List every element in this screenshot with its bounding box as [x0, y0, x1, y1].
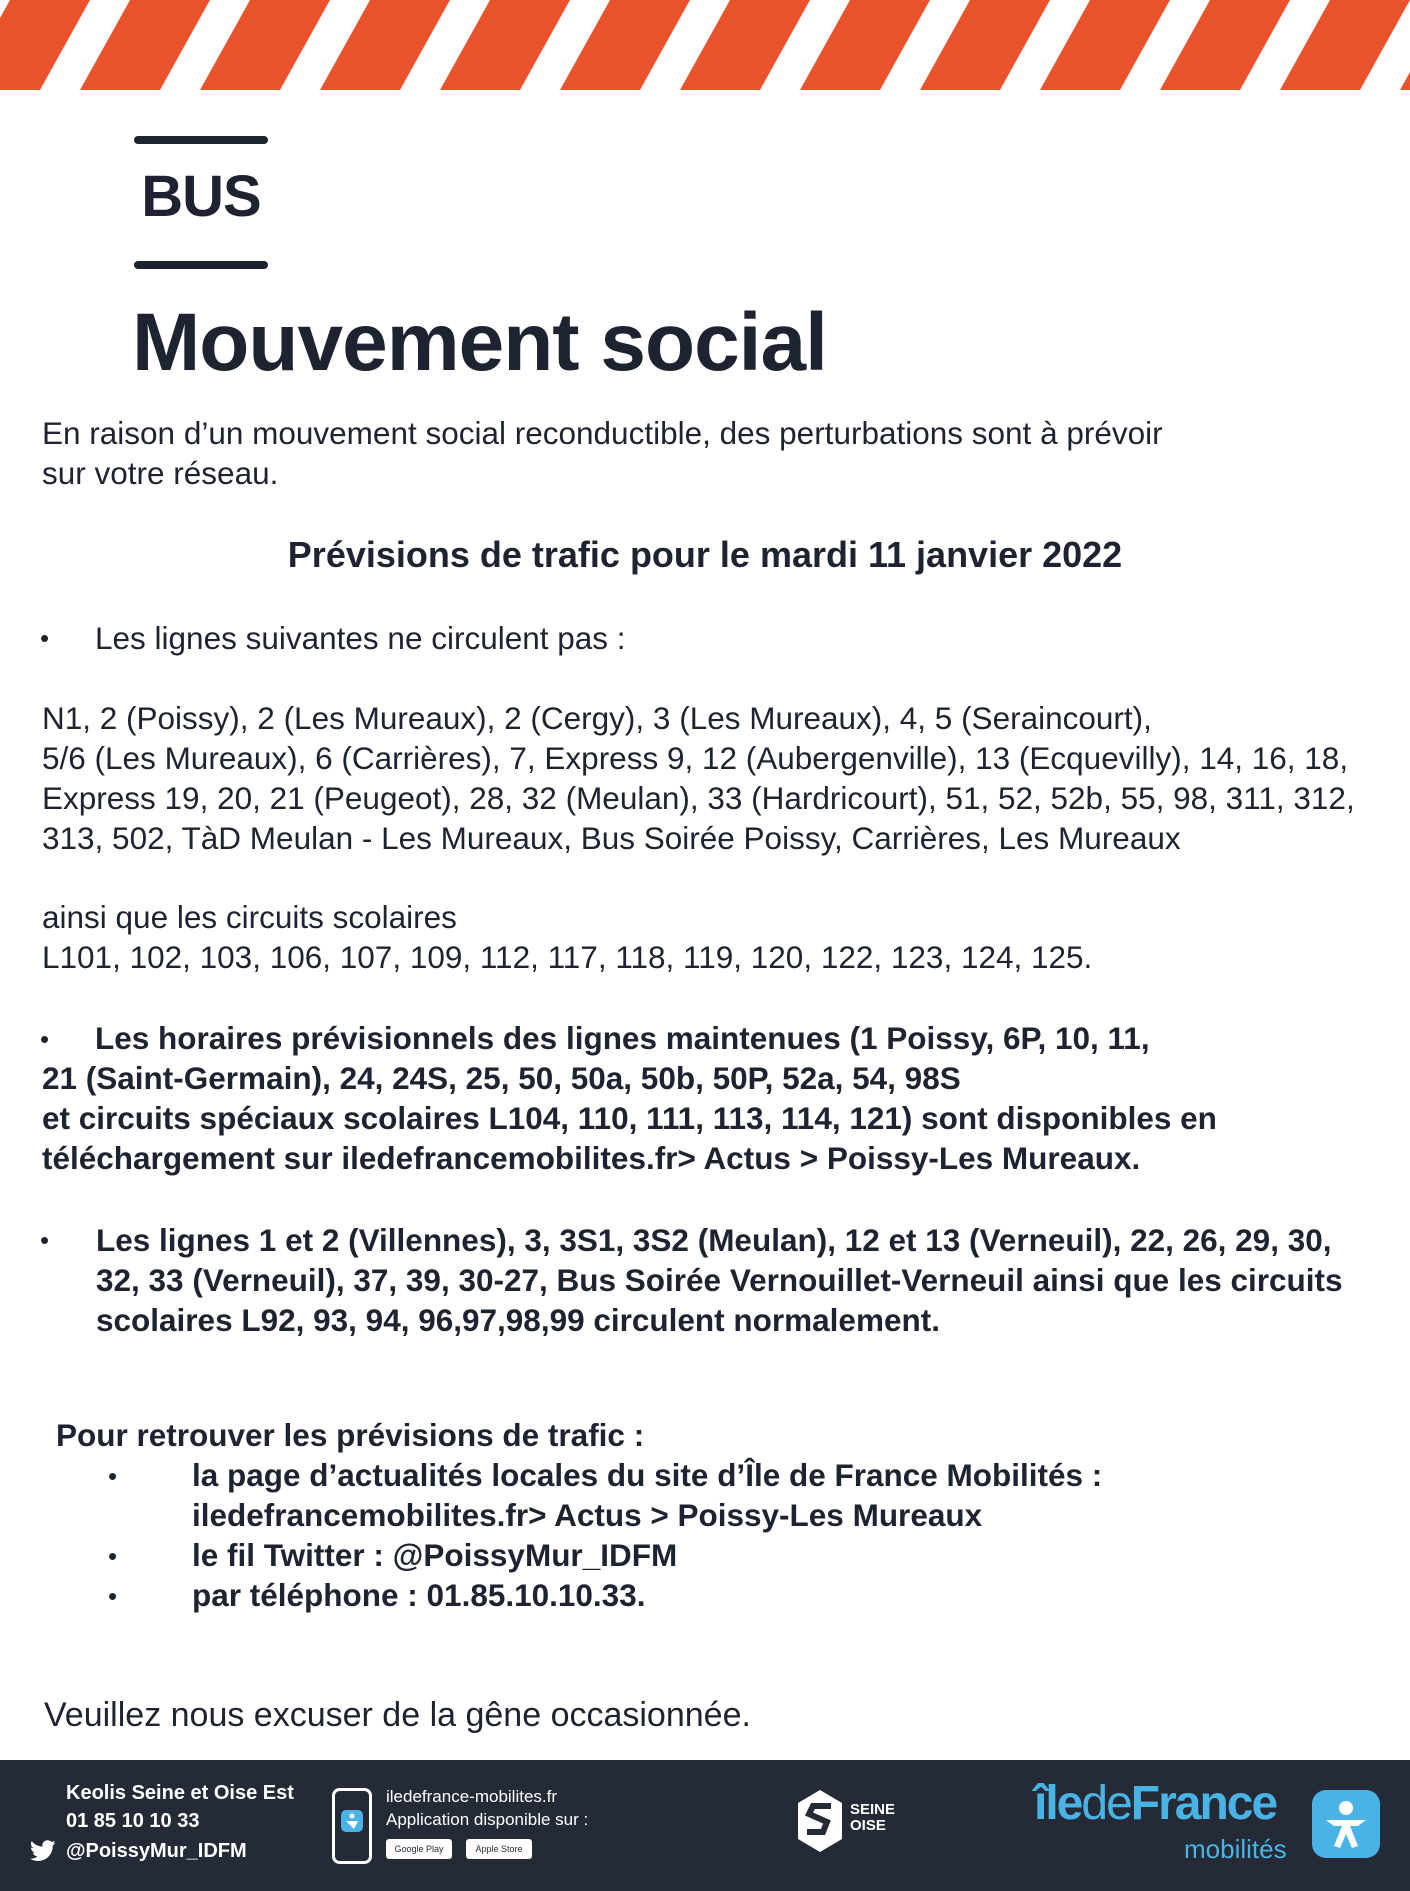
not-running-line: Express 19, 20, 21 (Peugeot), 28, 32 (Meulan), 33 (Hardricourt), 51, 52, 52b, 55, 98, 311, 312,: [42, 780, 1355, 816]
not-running-line: 313, 502, TàD Meulan - Les Mureaux, Bus Soirée Poissy, Carrières, Les Mureaux: [42, 820, 1181, 856]
google-play-badge[interactable]: Google Play: [386, 1839, 452, 1859]
normal-line: 32, 33 (Verneuil), 37, 39, 30-27, Bus Soirée Vernouillet-Verneuil ainsi que les circuits: [96, 1262, 1343, 1298]
footer: [0, 1760, 1410, 1891]
info-item-line: iledefrancemobilites.fr> Actus > Poissy-Les Mureaux: [192, 1497, 983, 1533]
not-running-line: 5/6 (Les Mureaux), 6 (Carrières), 7, Express 9, 12 (Aubergenville), 13 (Ecquevilly), 14, 16, 18,: [42, 740, 1349, 776]
maintained-line: Les horaires prévisionnels des lignes maintenues (1 Poissy, 6P, 10, 11,: [95, 1020, 1150, 1056]
info-item-phone: par téléphone : 01.85.10.10.33.: [192, 1577, 646, 1613]
bullet: •: [108, 1461, 118, 1491]
brand-de: de: [1081, 1777, 1131, 1830]
maintained-line: 21 (Saint-Germain), 24, 24S, 25, 50, 50a, 50b, 50P, 52a, 54, 98S: [42, 1060, 961, 1096]
bullet: •: [40, 623, 50, 653]
page-title: Mouvement social: [132, 297, 827, 388]
info-item-twitter: le fil Twitter : @PoissyMur_IDFM: [192, 1537, 678, 1573]
apple-store-badge[interactable]: Apple Store: [466, 1839, 532, 1859]
bullet: •: [40, 1225, 50, 1255]
maintained-line: et circuits spéciaux scolaires L104, 110, 111, 113, 114, 121) sont disponibles en: [42, 1100, 1217, 1136]
brand-ile: île: [1034, 1777, 1082, 1830]
seine-logo-bottom: OISE: [850, 1817, 886, 1834]
intro-line-2: sur votre réseau.: [42, 455, 279, 491]
brand-wordmark: [1034, 1778, 1276, 1830]
idf-mobilites-logo-icon: [1312, 1790, 1380, 1858]
school-circuits: [42, 897, 1092, 977]
bullet: •: [108, 1541, 118, 1571]
twitter-icon: [30, 1840, 56, 1862]
bullet: •: [108, 1581, 118, 1611]
transport-mode-label: BUS: [141, 164, 261, 229]
info-title: Pour retrouver les prévisions de trafic :: [56, 1417, 645, 1453]
maintained-line: téléchargement sur iledefrancemobilites.fr> Actus > Poissy-Les Mureaux.: [42, 1140, 1141, 1176]
school-circuits-lines: L101, 102, 103, 106, 107, 109, 112, 117, 118, 119, 120, 122, 123, 124, 125.: [42, 939, 1093, 975]
seine-oise-logo-icon: [795, 1788, 845, 1854]
bottom-rule: [134, 261, 268, 269]
hazard-stripe-banner: [0, 0, 1410, 90]
maintained-paragraph: [42, 1018, 1217, 1178]
bullet: •: [40, 1024, 50, 1054]
info-item-line: la page d’actualités locales du site d’Île de France Mobilités :: [192, 1457, 1103, 1493]
operator-name: Keolis Seine et Oise Est: [66, 1782, 294, 1804]
seine-logo-text: [850, 1802, 895, 1834]
apology-text: Veuillez nous excuser de la gêne occasionnée.: [44, 1696, 751, 1734]
info-item-website: [192, 1455, 1102, 1535]
operator-phone[interactable]: 01 85 10 10 33: [66, 1810, 200, 1832]
app-availability-text: Application disponible sur :: [386, 1810, 589, 1829]
top-rule: [134, 136, 268, 144]
store-badges: [386, 1839, 546, 1859]
not-running-lines: [42, 698, 1355, 858]
forecast-title: Prévisions de trafic pour le mardi 11 janvier 2022: [287, 534, 1123, 575]
not-running-label: Les lignes suivantes ne circulent pas :: [95, 620, 626, 656]
normal-paragraph: [96, 1220, 1343, 1340]
intro-paragraph: [42, 413, 1163, 493]
brand-france: France: [1130, 1777, 1277, 1830]
intro-line-1: En raison d’un mouvement social reconductible, des perturbations sont à prévoir: [42, 415, 1163, 451]
not-running-line: N1, 2 (Poissy), 2 (Les Mureaux), 2 (Cergy), 3 (Les Mureaux), 4, 5 (Seraincourt),: [42, 700, 1152, 736]
normal-line: scolaires L92, 93, 94, 96,97,98,99 circulent normalement.: [96, 1302, 940, 1338]
school-circuits-label: ainsi que les circuits scolaires: [42, 899, 457, 935]
twitter-handle[interactable]: @PoissyMur_IDFM: [66, 1840, 247, 1862]
brand-mobilites: mobilités: [1184, 1834, 1287, 1864]
smartphone-icon: [332, 1788, 372, 1864]
seine-logo-top: SEINE: [850, 1801, 896, 1818]
normal-line: Les lignes 1 et 2 (Villennes), 3, 3S1, 3S2 (Meulan), 12 et 13 (Verneuil), 22, 26, 29, 30,: [96, 1222, 1332, 1258]
website-link[interactable]: iledefrance-mobilites.fr: [386, 1787, 558, 1806]
